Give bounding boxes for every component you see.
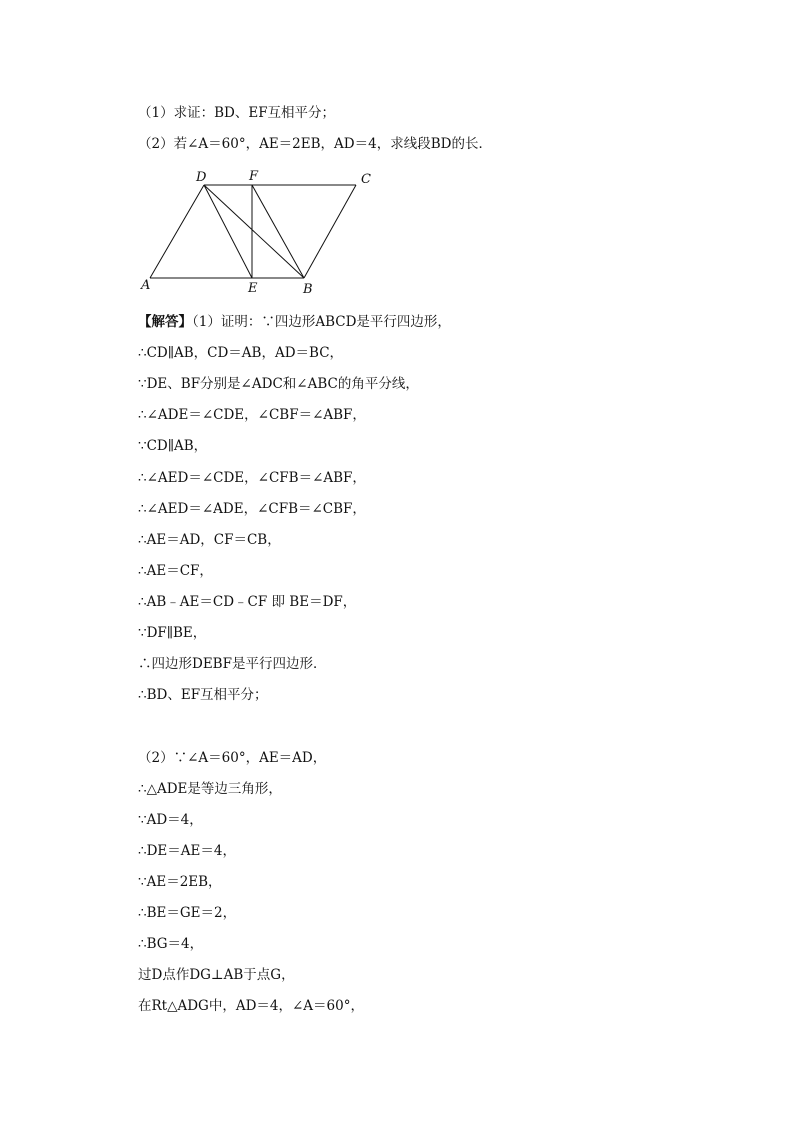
question-1: （1）求证：BD、EF互相平分； — [138, 105, 336, 121]
solution-part1-line: ∴∠AED＝∠ADE，∠CFB＝∠CBF， — [138, 501, 366, 517]
solution-part2-line: 在Rt△ADG中，AD＝4，∠A＝60°， — [138, 998, 364, 1014]
label-E: E — [248, 281, 258, 296]
solution-part1-line: ∵CD∥AB， — [138, 438, 208, 454]
label-A: A — [141, 278, 151, 293]
solution-part2-line: ∵AD＝4， — [138, 812, 203, 828]
solution-part2-line: （2）∵∠A＝60°，AE＝AD， — [138, 750, 327, 766]
segment-AD — [150, 185, 204, 278]
solution-part2-line: ∵AE＝2EB， — [138, 874, 222, 890]
solution-part1-line: ∴∠AED＝∠CDE，∠CFB＝∠ABF， — [138, 470, 366, 486]
label-F: F — [249, 169, 259, 184]
solution-part1-line: ∴∠ADE＝∠CDE，∠CBF＝∠ABF， — [138, 407, 366, 423]
solution-part1-line: （1）证明：∵四边形ABCD是平行四边形， — [192, 314, 451, 330]
solution-header: 【解答】 — [138, 314, 192, 330]
label-D: D — [196, 170, 207, 185]
solution-part2-line: ∴BG＝4， — [138, 936, 204, 952]
solution-line-1 — [138, 313, 451, 331]
solution-part1-line: ∴AE＝AD，CF＝CB， — [138, 532, 281, 548]
solution-part1-line: ∵DF∥BE， — [138, 625, 207, 641]
question-2: （2）若∠A＝60°，AE＝2EB，AD＝4，求线段BD的长． — [138, 136, 492, 152]
parallelogram-figure — [138, 166, 388, 296]
solution-part1-line: ∵DE、BF分别是∠ADC和∠ABC的角平分线， — [138, 376, 419, 392]
solution-part2-line: ∴DE＝AE＝4， — [138, 843, 236, 859]
segment-DE — [204, 185, 252, 278]
segment-FB — [252, 185, 304, 278]
solution-part1-line: ∴BD、EF互相平分； — [138, 687, 268, 703]
label-C: C — [361, 172, 371, 187]
label-B: B — [303, 282, 313, 296]
solution-part1-line: ∴CD∥AB，CD＝AB，AD＝BC， — [138, 345, 344, 361]
solution-part2-line: ∴△ADE是等边三角形， — [138, 781, 282, 797]
segment-BC — [304, 185, 356, 278]
solution-part1-line: ∴四边形DEBF是平行四边形． — [138, 656, 327, 672]
solution-part2-line: ∴BE＝GE＝2， — [138, 905, 237, 921]
solution-part1-line: ∴AB﹣AE＝CD﹣CF 即 BE＝DF， — [138, 594, 357, 610]
solution-part1-line: ∴AE＝CF， — [138, 563, 213, 579]
solution-part2-line: 过D点作DG⊥AB于点G， — [138, 967, 295, 983]
segment-DB — [204, 185, 304, 278]
